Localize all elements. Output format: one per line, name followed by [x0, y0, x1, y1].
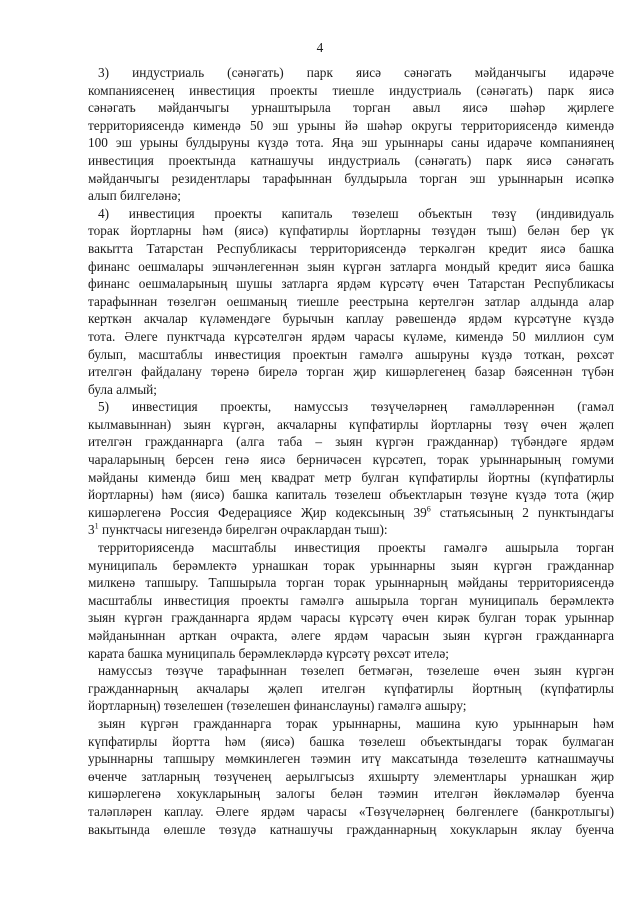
text-line: кишәрлегенә хокукларының залогы белән тәэмин ителгән йөкләмәләр буенча: [88, 786, 614, 802]
text-fragment: пунктчасы нигезендә бирелгән очраклардан тыш):: [98, 522, 388, 538]
text-line: территориясендә масштаблы инвестиция проекты гамәлгә ашырыла торган: [98, 540, 614, 556]
text-line: мәйданчыгы резидентлары тарафыннан булдырыла торган эш урыннарын исәпкә: [88, 170, 614, 186]
text-fragment: кишәрлегенә Россия Федерациясе Җир кодексының 39: [88, 504, 427, 520]
text-line-with-superscript: [88, 504, 614, 522]
text-line: 100 эш урыны булдыруны күздә тота. Яңа эш урыннары саны идарәче компаниянең: [88, 135, 614, 151]
text-line: өченче затларның төзүченең аерылгысыз яхшырту элементлары урнашкан җир: [88, 768, 614, 784]
superscript: 1: [94, 522, 99, 532]
text-line: була алмый;: [88, 381, 157, 397]
text-line: инвестиция проектында катнашучы индустриаль (сәнәгать) парк яисә сәнәгать: [88, 152, 614, 168]
text-line: торак йортларны һәм (яисә) күпфатирлы йортларны төзүдән тыш) белән бер үк: [88, 223, 614, 239]
text-line: милкенә тапшыру. Тапшырыла торган торак урыннарның мәйданы территориясендә: [88, 575, 614, 591]
paragraph-item-4: [88, 205, 614, 399]
text-line: зыян күргән гражданнарга торак урыннарны, машина кую урыннарын һәм: [98, 715, 614, 731]
text-line: урыннарны тапшыру мөмкинлеген тәэмин итү максатында төзелештә катнашмаучы: [88, 751, 614, 767]
text-line: гражданнарның акчалары җәлеп ителгән күпфатирлы йортның (күпфатирлы: [88, 680, 614, 696]
text-line: компаниясенең инвестиция проекты тиешле индустриаль (сәнәгать) парк яисә: [88, 82, 614, 98]
paragraph-measure-3: [88, 715, 614, 838]
text-line: алып билгеләнә;: [88, 188, 181, 204]
text-line: керткән акчалар күләмендәге бурычын каплау рәвешендә ярдәм күрсәтүне күздә: [88, 311, 614, 327]
text-line: ителгән файдалану төренә бирелә торган җир кишәрлегенең базар бәясеннән түбән: [88, 364, 614, 380]
text-line: финанс оешмаларының шушы затларга ярдәм күрсәтү өчен Татарстан Республикасы: [88, 276, 614, 292]
document-body: [88, 64, 614, 838]
text-line: күпфатирлы йортта һәм (яисә) башка төзелеш объектындагы торак булмаган: [88, 733, 614, 749]
page-number: 4: [316, 40, 324, 55]
text-line: тота. Әлеге пунктчада күрсәтелгән ярдәм чарасы күләме, кимендә 50 миллион сум: [88, 328, 614, 344]
text-line: 4) инвестиция проекты капиталь төзелеш объектын төзү (индивидуаль: [98, 205, 614, 221]
text-line: вакытында өлешле төзүдә катнашучы гражданнарның хокукларын яклау буенча: [88, 821, 614, 837]
text-line: финанс оешмалары эшчәнлегеннән зыян күргән затларга мондый кредит яисә башка: [88, 258, 614, 274]
superscript: 6: [426, 504, 431, 514]
paragraph-item-5: [88, 398, 614, 539]
text-line: зыян күргән гражданнарга ярдәм чарасы күрсәтү өчен кирәк булган торак урыннар: [88, 610, 614, 626]
text-line: ителгән гражданнарга (алга таба – зыян күргән гражданнар) түбәндәге ярдәм: [88, 434, 614, 450]
text-line: 3) индустриаль (сәнәгать) парк яисә сәнәгать мәйданчыгы идарәче: [98, 65, 614, 80]
text-line: вакытта Татарстан Республикасы территориясендә теркәлгән кредит яисә башка: [88, 240, 614, 256]
text-line: масштаблы инвестиция проекты гамәлгә ашырыла торган муниципаль берәмлектә: [88, 592, 614, 608]
text-line: йортларны) һәм (яисә) башка капиталь төзелеш объектларын төзүне күздә тота (җир: [88, 487, 614, 503]
text-line: булып, масштаблы инвестиция проектын гамәлгә ашыруны күздә тоткан, рөхсәт: [88, 346, 614, 362]
text-fragment: статьясының 2 пунктындагы: [430, 504, 614, 520]
text-line: йортларның) төзелешен (төзелешен финанслауны) гамәлгә ашыру;: [88, 698, 467, 714]
text-line: таләпләрен каплау. Әлеге ярдәм чарасы «Төзүчеләрнең бөлгенлеге (банкротлыгы): [88, 803, 614, 819]
text-line: тарафыннан төзелгән оешманың тиешле реестрына кертелгән затлар алдында алар: [88, 293, 614, 309]
text-line: 5) инвестиция проекты, намуссыз төзүчеләрнең гамәлләреннән (гамәл: [98, 399, 614, 415]
text-fragment: 3: [88, 522, 95, 538]
paragraph-measure-2: [88, 662, 614, 715]
text-line: намуссыз төзүче тарафыннан төзелеп бетмәгән, төзелеше өчен зыян күргән: [98, 663, 614, 679]
text-line-with-superscript: [88, 521, 614, 539]
text-line: сәнәгать мәйданчыгы урнаштырыла торган авыл яисә шәһәр җирлеге: [88, 100, 614, 116]
text-line: чараларының берсен генә яисә берничәсен күрсәтеп, торак урыннарының гомуми: [88, 452, 614, 468]
text-line: кылмавыннан) зыян күргән, акчаларны күпфатирлы йортларны төзү өчен җәлеп: [88, 416, 614, 432]
paragraph-measure-1: [88, 539, 614, 662]
text-line: территориясендә кимендә 50 эш урыны йә шәһәр округы территориясендә кимендә: [88, 117, 614, 133]
text-line: мәйданыннан арткан очракта, әлеге ярдәм чарасын зыян күргән гражданнарга: [88, 628, 614, 643]
text-line: мәйданы кимендә биш мең квадрат метр булган күпфатирлы йортны (күпфатирлы: [88, 469, 614, 485]
text-line: муниципаль берәмлектә урнашкан торак урыннарны зыян күргән гражданнар: [88, 557, 614, 573]
text-line: карата башка муниципаль берәмлекләрдә күрсәтү рөхсәт ителә;: [88, 645, 450, 661]
paragraph-item-3: [88, 64, 614, 205]
